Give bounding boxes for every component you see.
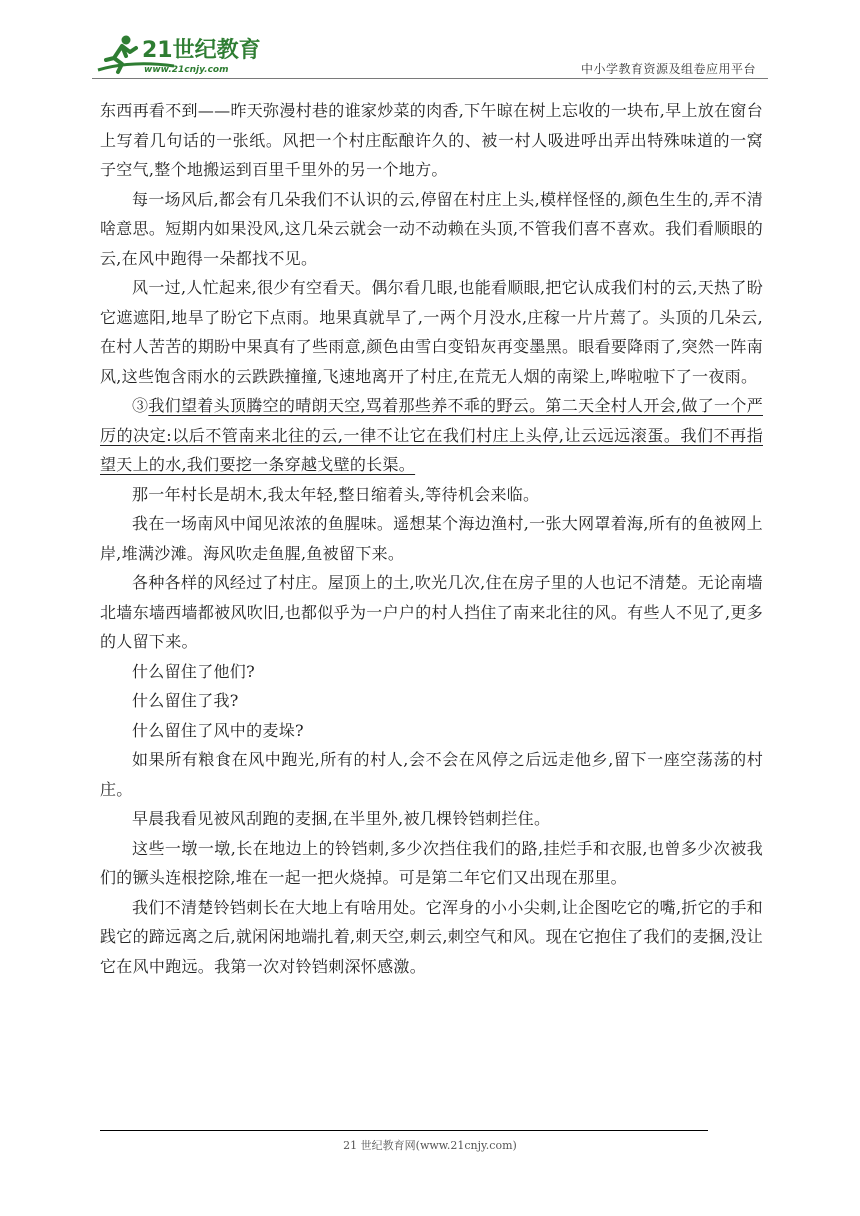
paragraph: [100, 893, 763, 982]
paragraph: [100, 185, 763, 274]
paragraph-text: 各种各样的风经过了村庄。屋顶上的土,吹光几次,住在房子里的人也记不清楚。无论南墙北墙东墙西墙都被风吹旧,也都似乎为一户户的村人挡住了南来北往的风。有些人不见了,更多的人留下来。: [100, 573, 763, 651]
paragraph: [100, 391, 763, 480]
paragraph-text: 东西再看不到——昨天弥漫村巷的谁家炒菜的肉香,下午晾在树上忘收的一块布,早上放在窗台上写着几句话的一张纸。风把一个村庄酝酿许久的、被一村人吸进呼出弄出特殊味道的一窝子空气,整个地搬运到百里千里外的另一个地方。: [100, 101, 763, 179]
paragraph: [100, 804, 763, 834]
site-logo[interactable]: [92, 30, 262, 78]
paragraph-marker: ③: [132, 396, 149, 415]
paragraph-text: 每一场风后,都会有几朵我们不认识的云,停留在村庄上头,模样怪怪的,颜色生生的,弄不清啥意思。短期内如果没风,这几朵云就会一动不动赖在头顶,不管我们喜不喜欢。我们看顺眼的云,在风中跑得一朵都找不见。: [100, 189, 763, 268]
paragraph-text: 什么留住了我?: [132, 691, 239, 710]
header-divider: [92, 78, 768, 79]
paragraph: [100, 834, 763, 893]
paragraph-text: 我们不清楚铃铛刺长在大地上有啥用处。它浑身的小小尖刺,让企图吃它的嘴,折它的手和践它的蹄远离之后,就闲闲地端扎着,刺天空,刺云,刺空气和风。现在它抱住了我们的麦捆,没让它在风中跑远。我第一次对铃铛刺深怀感激。: [100, 897, 763, 976]
paragraph: [100, 745, 763, 804]
paragraph-text: 如果所有粮食在风中跑光,所有的村人,会不会在风停之后远走他乡,留下一座空荡荡的村庄。: [100, 750, 763, 799]
logo-url: www.21cnjy.com: [144, 65, 229, 75]
logo-text: 21世纪教育: [142, 38, 261, 63]
paragraph-text: 这些一墩一墩,长在地边上的铃铛刺,多少次挡住我们的路,挂烂手和衣服,也曾多少次被我们的镢头连根挖除,堆在一起一把火烧掉。可是第二年它们又出现在那里。: [100, 838, 763, 887]
paragraph-text: 风一过,人忙起来,很少有空看天。偶尔看几眼,也能看顺眼,把它认成我们村的云,天热了盼它遮遮阳,地旱了盼它下点雨。地果真就旱了,一两个月没水,庄稼一片片蔫了。头顶的几朵云,在村人苦苦的期盼中果真有了些雨意,颜色由雪白变铅灰再变墨黑。眼看要降雨了,突然一阵南风,这些饱含雨水的云跌跌撞撞,飞速地离开了村庄,在荒无人烟的南梁上,哗啦啦下了一夜雨。: [100, 278, 763, 386]
paragraph: [100, 96, 763, 185]
paragraph: [100, 568, 763, 657]
page-header: [92, 30, 768, 82]
paragraph-text: 什么留住了他们?: [132, 661, 255, 681]
paragraph: [100, 686, 763, 716]
paragraph-text: 我在一场南风中闻见浓浓的鱼腥味。遥想某个海边渔村,一张大网罩着海,所有的鱼被网上岸,堆满沙滩。海风吹走鱼腥,鱼被留下来。: [100, 514, 763, 563]
paragraph-text: 那一年村长是胡木,我太年轻,整日缩着头,等待机会来临。: [132, 484, 540, 504]
header-tagline: 中小学教育资源及组卷应用平台: [580, 62, 756, 76]
footer-divider: [100, 1130, 708, 1131]
paragraph: [100, 657, 763, 687]
footer-source: 21 世纪教育网(www.21cnjy.com): [343, 1139, 517, 1152]
runner-logo-icon: [92, 30, 262, 78]
paragraph: [100, 509, 763, 568]
paragraph-text: 早晨我看见被风刮跑的麦捆,在半里外,被几棵铃铛刺拦住。: [132, 809, 551, 828]
article-body: [100, 96, 763, 981]
paragraph: [100, 716, 763, 746]
paragraph: [100, 273, 763, 391]
paragraph: [100, 480, 763, 510]
underlined-passage: 我们望着头顶腾空的晴朗天空,骂着那些养不乖的野云。第二天全村人开会,做了一个严厉的决定:以后不管南来北往的云,一律不让它在我们村庄上头停,让云远远滚蛋。我们不再指望天上的水,我们要挖一条穿越戈壁的长渠。: [100, 396, 763, 474]
paragraph-text: 什么留住了风中的麦垛?: [132, 720, 304, 740]
